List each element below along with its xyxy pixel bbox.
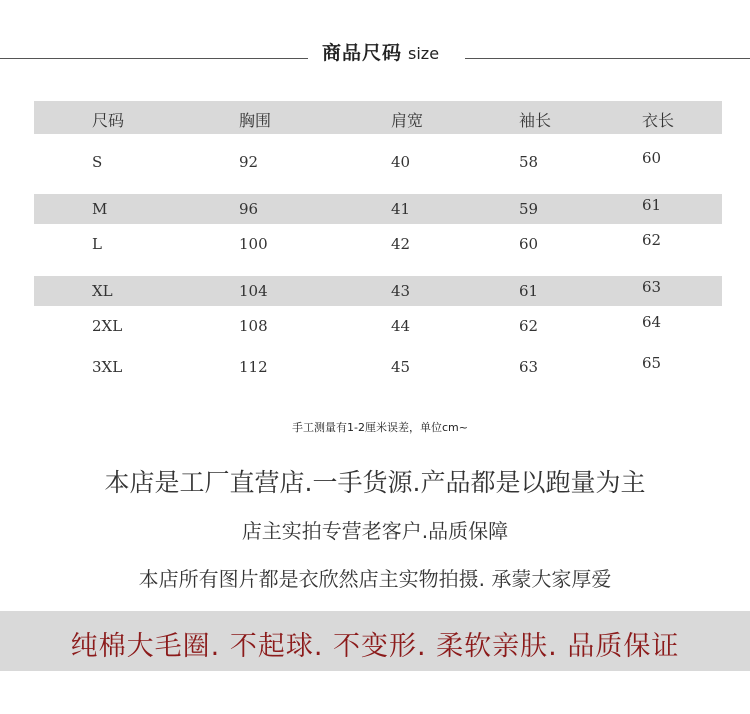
cell-length: 65 [642,354,662,372]
measurement-note: 手工测量有1-2厘米误差，单位cm~ [292,421,468,434]
cell-shoulder: 40 [391,153,411,171]
cell-size: 2XL [92,317,123,335]
cell-size: L [92,235,102,253]
cell-sleeve: 62 [519,317,539,335]
feature-banner-text: 纯棉大毛圈. 不起球. 不变形. 柔软亲肤. 品质保证 [70,631,680,662]
cell-size: 3XL [92,358,123,376]
table-row [34,354,722,388]
cell-sleeve: 59 [519,200,539,218]
cell-shoulder: 44 [391,317,411,335]
cell-chest: 96 [239,200,259,218]
cell-chest: 92 [239,153,259,171]
cell-size: XL [92,282,113,300]
promo-line-quality: 店主实拍专营老客户.品质保障 [241,519,509,543]
size-table [34,101,722,388]
table-row [34,276,722,306]
cell-length: 60 [642,149,662,167]
title-cn: 商品尺码 [322,42,403,64]
cell-length: 64 [642,313,662,331]
cell-sleeve: 63 [519,358,539,376]
cell-sleeve: 58 [519,153,539,171]
cell-size: M [92,200,108,218]
cell-chest: 108 [239,317,268,335]
table-header-row [34,101,722,134]
table-row [34,149,722,183]
header-shoulder: 肩宽 [391,111,424,130]
cell-length: 63 [642,278,662,296]
promo-line-factory: 本店是工厂直营店.一手货源.产品都是以跑量为主 [104,468,646,497]
table-row [34,231,722,265]
cell-shoulder: 43 [391,282,411,300]
cell-size: S [92,153,103,171]
cell-chest: 100 [239,235,268,253]
cell-shoulder: 41 [391,200,411,218]
cell-shoulder: 42 [391,235,411,253]
promo-line-photos: 本店所有图片都是衣欣然店主实物拍摄. 承蒙大家厚爱 [138,567,612,591]
header-chest: 胸围 [239,111,272,130]
page-title [322,38,439,65]
header-sleeve: 袖长 [519,111,552,130]
cell-chest: 112 [239,358,268,376]
cell-sleeve: 61 [519,282,539,300]
cell-chest: 104 [239,282,268,300]
table-row [34,313,722,347]
cell-sleeve: 60 [519,235,539,253]
header-rule-left [0,58,308,59]
section-header [0,0,750,100]
cell-length: 61 [642,196,662,214]
title-en: size [408,44,440,63]
feature-banner [0,611,750,671]
cell-length: 62 [642,231,662,249]
header-size: 尺码 [92,111,125,130]
table-row [34,194,722,224]
cell-shoulder: 45 [391,358,411,376]
header-length: 衣长 [642,111,675,130]
header-rule-right [465,58,750,59]
